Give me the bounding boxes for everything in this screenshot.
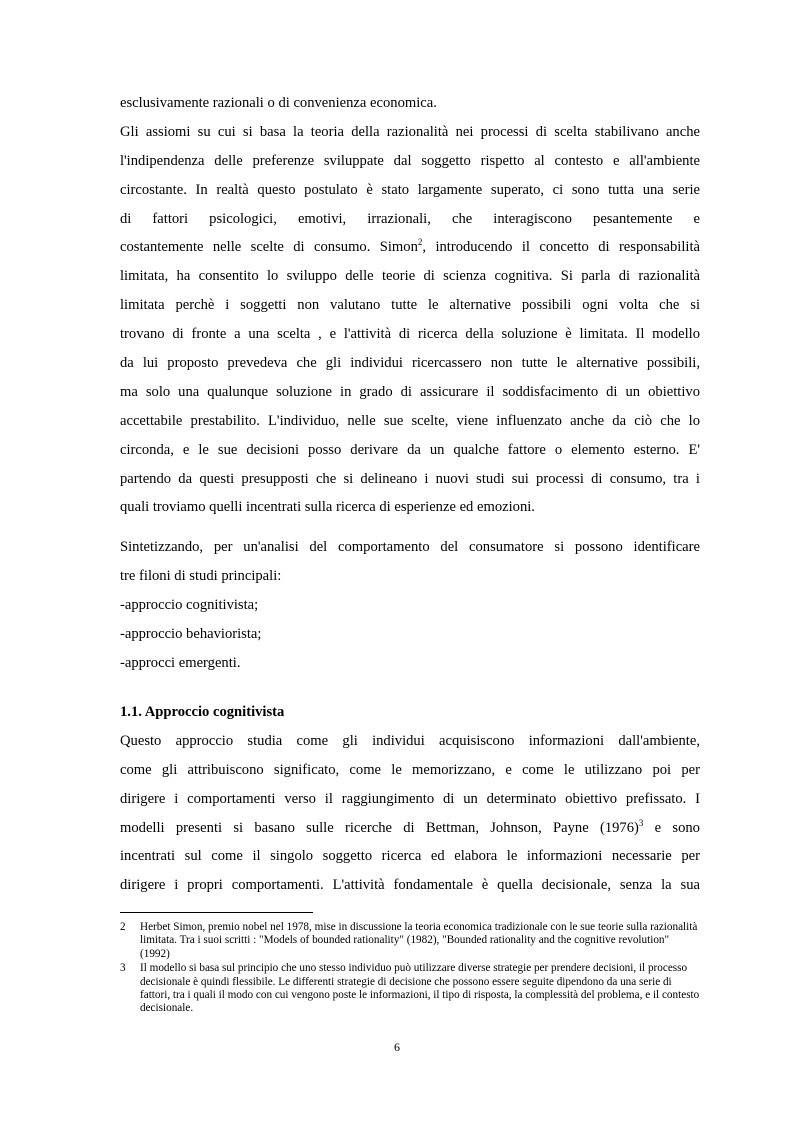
text-line: circonda, e le sue decisioni posso derivare da un qualche fattore o elemento esterno. E' <box>120 441 700 458</box>
section-1-1 <box>120 698 700 900</box>
footnote-number: 3 <box>120 962 126 975</box>
text-line: da lui proposto prevedeva che gli individui ricercassero non tutte le alternative possibili, <box>120 355 700 372</box>
text-line: Sintetizzando, per un'analisi del comportamento del consumatore si possono identificare <box>120 539 700 555</box>
footnotes <box>120 921 700 1017</box>
text-line: circostante. In realtà questo postulato è stato largamente superato, ci sono tutta una serie <box>120 181 700 198</box>
text-line-simon <box>120 233 700 262</box>
text-line: dirigere i comportamenti verso il raggiungimento di un determinato obiettivo prefissato. I <box>120 790 700 807</box>
text-line: esclusivamente razionali o di convenienza economica. <box>120 95 437 111</box>
list-item: -approccio cognitivista; <box>120 596 259 613</box>
summary-paragraph <box>120 533 700 677</box>
footnote-2 <box>120 921 700 961</box>
footnote-ref-2[interactable]: 2 <box>417 237 423 248</box>
footnote-ref-3[interactable]: 3 <box>638 817 644 828</box>
list-item: -approcci emergenti. <box>120 654 241 671</box>
section-heading: 1.1. Approccio cognitivista <box>120 704 285 720</box>
footnote-text: Herbet Simon, premio nobel nel 1978, mise in discussione la teoria economica tradizionale con le sue teorie sulla razionalità limitata. Tra i suoi scritti : "Models of bounded rationality" (1982), "Bounded rationality and the cognitive revolution" (1992) <box>140 921 698 960</box>
text-line: l'indipendenza delle preferenze sviluppate dal soggetto rispetto al contesto e all'ambiente <box>120 152 700 169</box>
text-segment: costantemente nelle scelte di consumo. Simon <box>120 239 418 256</box>
text-line: trovano di fronte a una scelta , e l'attività di ricerca della soluzione è limitata. Il modello <box>120 326 700 343</box>
text-segment: modelli presenti si basano sulle ricerche di Bettman, Johnson, Payne (1976) <box>120 819 639 836</box>
text-segment: e sono <box>643 819 700 836</box>
text-line: quali troviamo quelli incentrati sulla ricerca di esperienze ed emozioni. <box>120 499 535 516</box>
text-line-bettman <box>120 814 700 843</box>
text-line: incentrati sul come il singolo soggetto ricerca ed elabora le informazioni necessarie per <box>120 848 700 865</box>
text-line: accettabile prestabilito. L'individuo, nelle sue scelte, viene influenzato anche da ciò che lo <box>120 412 700 429</box>
body-paragraph-1 <box>120 89 700 522</box>
text-line: come gli attribuiscono significato, come le memorizzano, e come le utilizzano poi per <box>120 761 700 778</box>
text-line: ma solo una qualunque soluzione in grado di assicurare il soddisfacimento di un obiettivo <box>120 383 700 400</box>
list-item: -approccio behaviorista; <box>120 625 262 642</box>
footnote-separator <box>120 912 313 913</box>
text-line: limitata, ha consentito lo sviluppo delle teorie di scienza cognitiva. Si parla di razionalità <box>120 268 700 285</box>
text-line: di fattori psicologici, emotivi, irrazionali, che interagiscono pesantemente e <box>120 210 700 227</box>
footnote-3 <box>120 962 700 1016</box>
text-line: Questo approccio studia come gli individui acquisiscono informazioni dall'ambiente, <box>120 732 700 749</box>
page-number: 6 <box>394 1040 400 1054</box>
text-line: Gli assiomi su cui si basa la teoria della razionalità nei processi di scelta stabilivano anche <box>120 123 700 140</box>
text-line: partendo da questi presupposti che si delineano i nuovi studi sui processi di consumo, tra i <box>120 470 700 487</box>
text-line: tre filoni di studi principali: <box>120 567 282 584</box>
text-line: dirigere i propri comportamenti. L'attività fondamentale è quella decisionale, senza la sua <box>120 877 700 894</box>
footnote-text: Il modello si basa sul principio che uno stesso individuo può utilizzare diverse strategie per prendere decisioni, il processo decisionale è quindi flessibile. Le differenti strategie di decisione che possono essere seguite dipendono da una serie di fattori, tra i quali il modo con cui vengono poste le informazioni, il tipo di risposta, la complessità del problema, e il contesto decisionale. <box>140 962 700 1015</box>
text-segment: , introducendo il concetto di responsabilità <box>422 239 700 256</box>
text-line: limitata perchè i soggetti non valutano tutte le alternative possibili ogni volta che si <box>120 297 700 314</box>
footnote-number: 2 <box>120 921 126 933</box>
